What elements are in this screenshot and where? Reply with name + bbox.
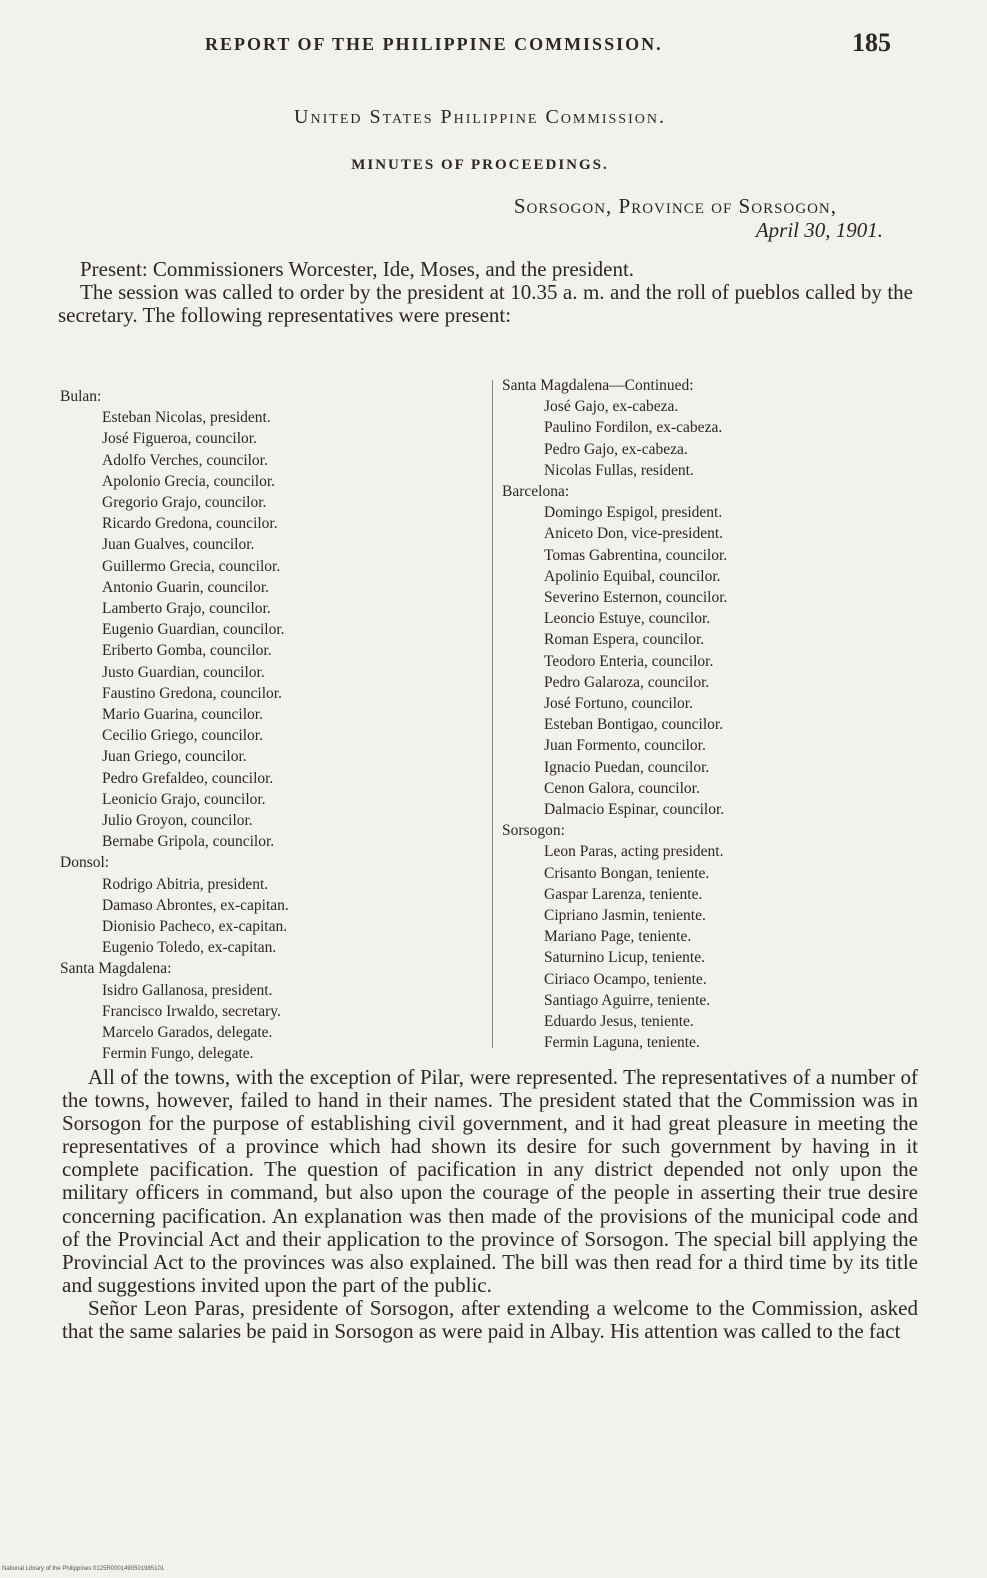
representative-entry: Damaso Abrontes, ex-capitan. (102, 896, 289, 914)
representative-entry: Bernabe Gripola, councilor. (102, 833, 275, 851)
representative-entry: Justo Guardian, councilor. (102, 663, 265, 681)
meeting-date: April 30, 1901. (755, 218, 883, 242)
town-name: Sorsogon: (502, 822, 565, 840)
representative-entry: Ricardo Gredona, councilor. (102, 515, 278, 533)
town-name: Barcelona: (502, 483, 570, 501)
document-subtitle: MINUTES OF PROCEEDINGS. (351, 157, 609, 173)
attendance-left-column (60, 386, 480, 1065)
attendance-right-column (502, 375, 902, 1054)
town-name: Bulan: (60, 388, 102, 405)
representative-entry: Esteban Bontigao, councilor. (544, 716, 724, 734)
representative-entry: Pedro Gajo, ex-cabeza. (544, 440, 688, 458)
representative-entry: Tomas Gabrentina, councilor. (544, 546, 728, 564)
representative-entry: Francisco Irwaldo, secretary. (102, 1002, 281, 1020)
representative-entry: Dionisio Pacheco, ex-capitan. (102, 918, 288, 936)
representative-entry: Esteban Nicolas, president. (102, 409, 271, 427)
representative-entry: Marcelo Garados, delegate. (102, 1024, 273, 1042)
representative-entry: Juan Griego, councilor. (102, 748, 247, 766)
scan-footer: National Library of the Philippines 0125R0001490501985101 (2, 1566, 165, 1572)
representative-entry: Santiago Aguirre, teniente. (544, 991, 711, 1009)
representative-entry: Cecilio Griego, councilor. (102, 727, 263, 745)
town-name: Santa Magdalena—Continued: (502, 377, 694, 394)
session-paragraph: The session was called to order by the president at 10.35 a. m. and the roll of pueblos called by the secretary. The following representatives were present: (58, 280, 913, 327)
representative-entry: Juan Gualves, councilor. (102, 536, 255, 554)
representative-entry: Antonio Guarin, councilor. (102, 578, 270, 596)
representative-entry: Cipriano Jasmin, teniente. (544, 907, 706, 925)
representative-entry: Teodoro Enteria, councilor. (544, 652, 714, 670)
representative-entry: Pedro Grefaldeo, councilor. (102, 769, 274, 787)
representative-entry: Mariano Page, teniente. (544, 928, 692, 946)
representative-entry: Saturnino Licup, teniente. (544, 949, 705, 967)
page-number: 185 (852, 28, 891, 57)
representative-entry: Apolonio Grecia, councilor. (102, 472, 276, 490)
representative-entry: Ciriaco Ocampo, teniente. (544, 970, 707, 988)
representative-entry: José Gajo, ex-cabeza. (544, 398, 679, 416)
body-paragraph-2: Señor Leon Paras, presidente of Sorsogon, after extending a welcome to the Commission, asked that the same salaries be paid in Sorsogon as were paid in Albay. His attention was called to the fact (62, 1295, 918, 1344)
representative-entry: Juan Formento, councilor. (544, 737, 706, 755)
representative-entry: Cenon Galora, councilor. (544, 779, 700, 797)
representative-entry: Julio Groyon, councilor. (102, 812, 253, 830)
body-paragraph-1: All of the towns, with the exception of Pilar, were represented. The representatives of a number of the towns, however, failed to hand in their names. The president stated that the Commission was in Sorsogon for the purpose of establishing civil government, and it had great pleasure in meeting the representatives of a province which had shown its desire for such government by having in it complete pacification. The question of pacification in any district depended not only upon the military officers in command, but also upon the courage of the people in asserting their true desire concerning pacification. An explanation was then made of the provisions of the municipal code and of the Provincial Act and their application to the province of Sorsogon. The special bill applying the Provincial Act to the provinces was also explained. The bill was then read for a third time by its title and suggestions invited upon the part of the public. (62, 1065, 918, 1297)
representative-entry: Fermin Fungo, delegate. (102, 1045, 254, 1063)
representative-entry: José Figueroa, councilor. (102, 430, 257, 448)
representative-entry: Gaspar Larenza, teniente. (544, 885, 703, 903)
representative-entry: Isidro Gallanosa, president. (102, 981, 273, 999)
representative-entry: Eugenio Guardian, councilor. (102, 621, 285, 639)
representative-entry: Severino Esternon, councilor. (544, 589, 728, 607)
representative-entry: Ignacio Puedan, councilor. (544, 758, 710, 776)
representative-entry: Leonicio Grajo, councilor. (102, 790, 266, 808)
column-divider (492, 380, 493, 1048)
town-name: Santa Magdalena: (60, 960, 172, 978)
document-title: United States Philippine Commission. (294, 106, 666, 128)
representative-entry: Rodrigo Abitria, president. (102, 875, 269, 893)
representative-entry: Apolinio Equibal, councilor. (544, 567, 721, 585)
representative-entry: Guillermo Grecia, councilor. (102, 557, 281, 575)
representative-entry: Faustino Gredona, councilor. (102, 684, 282, 702)
representative-entry: Paulino Fordilon, ex-cabeza. (544, 419, 723, 437)
representative-entry: Roman Espera, councilor. (544, 631, 705, 649)
representative-entry: Aniceto Don, vice-president. (544, 525, 724, 543)
representative-entry: Leoncio Estuye, councilor. (544, 610, 711, 628)
representative-entry: Crisanto Bongan, teniente. (544, 864, 710, 882)
intro-section (58, 258, 913, 327)
representative-entry: Eriberto Gomba, councilor. (102, 642, 272, 660)
representative-entry: Dalmacio Espinar, councilor. (544, 801, 725, 819)
meeting-location: Sorsogon, Province of Sorsogon, (513, 194, 837, 218)
representative-entry: Gregorio Grajo, councilor. (102, 494, 267, 512)
representative-entry: Leon Paras, acting president. (544, 843, 724, 861)
representative-entry: Pedro Galaroza, councilor. (544, 673, 710, 691)
body-section (62, 1066, 918, 1343)
present-paragraph: Present: Commissioners Worcester, Ide, Moses, and the president. (80, 257, 635, 281)
representative-entry: Nicolas Fullas, resident. (544, 461, 694, 479)
representative-entry: José Fortuno, councilor. (544, 695, 693, 713)
representative-entry: Eduardo Jesus, teniente. (544, 1013, 694, 1031)
representative-entry: Mario Guarina, councilor. (102, 706, 263, 724)
representative-entry: Lamberto Grajo, councilor. (102, 600, 271, 618)
representative-entry: Domingo Espigol, president. (544, 504, 723, 522)
representative-entry: Fermin Laguna, teniente. (544, 1034, 700, 1052)
town-name: Donsol: (60, 854, 110, 872)
running-head: REPORT OF THE PHILIPPINE COMMISSION. (205, 34, 663, 54)
representative-entry: Adolfo Verches, councilor. (102, 451, 268, 469)
representative-entry: Eugenio Toledo, ex-capitan. (102, 939, 277, 957)
